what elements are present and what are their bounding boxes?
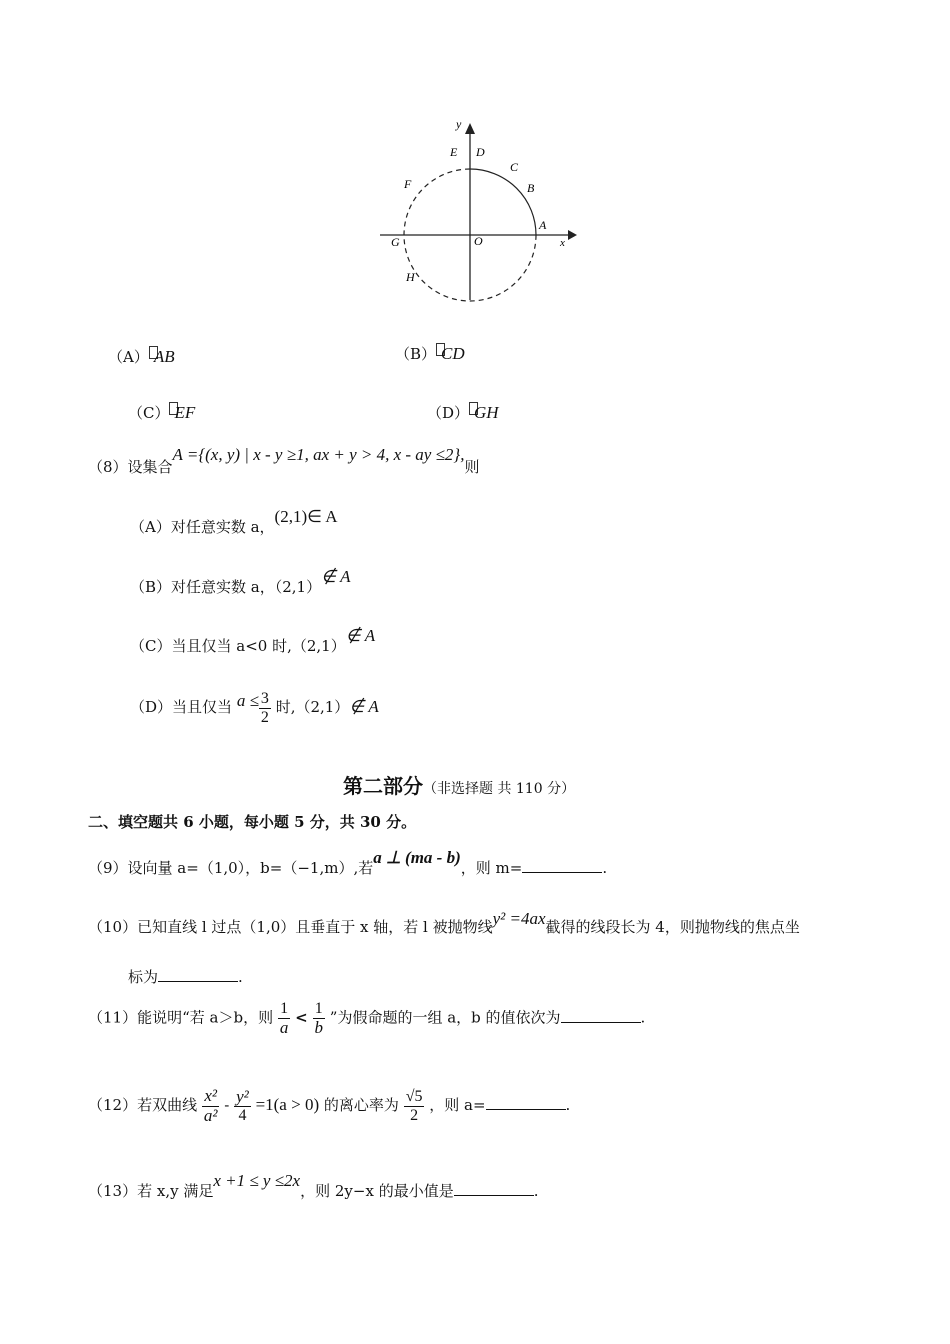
part2-heading: 第二部分（非选择题 共 110 分） (343, 774, 576, 798)
y-axis-arrow (465, 123, 475, 134)
q8-option-b: （B）对任意实数 a，（2,1）∉ A (130, 567, 351, 596)
point-a: A (539, 218, 547, 232)
q7-option-d: （D） GH (427, 403, 499, 422)
answer-blank (486, 1097, 566, 1110)
point-e: E (450, 145, 458, 159)
answer-blank (158, 969, 238, 982)
fraction: $\frac{1}{b}$ (314, 1000, 323, 1037)
point-c: C (510, 160, 519, 174)
point-b: B (527, 181, 535, 195)
x-label: x (560, 237, 565, 249)
x-axis-arrow (568, 230, 577, 240)
q13: （13）若 x,y 满足x +1 ≤ y ≤2x，则 2y−x 的最小值是 . (88, 1171, 539, 1200)
q12: （12）若双曲线 $\frac{\text{x²}}{\text{a²}}$ - $\frac{\text{y²}}{4}$ =1(a > 0) 的离心率为 $\frac{√5}{2}$ ，则 a= . (88, 1086, 571, 1125)
point-d: D (476, 145, 485, 159)
q10-line1: （10）已知直线 l 过点（1,0）且垂直于 x 轴，若 l 被抛物线y² =4ax截得的线段长为 4，则抛物线的焦点坐 (88, 909, 800, 936)
fraction: $\frac{\text{y²}}{4}$ (236, 1086, 249, 1125)
q7-option-a: （A） AB (108, 347, 175, 366)
q7-option-b: （B） CD (395, 344, 465, 363)
q9: （9）设向量 a=（1,0），b=（−1,m）,若a ⊥ (ma - b)，则 m= . (88, 848, 608, 877)
point-f: F (404, 177, 412, 191)
arc-solid (470, 169, 536, 235)
fraction: $\frac{1}{a}$ (279, 1000, 289, 1037)
q7-option-c: （C） EF (128, 403, 196, 422)
y-label: y (456, 118, 462, 131)
q8-option-c: （C）当且仅当 a<0 时,（2,1）∉ A (130, 626, 376, 655)
point-h: H (406, 270, 415, 284)
origin-label: O (474, 234, 483, 248)
section2-heading: 二、填空题共 6 小题，每小题 5 分，共 30 分。 (88, 813, 417, 831)
q8-option-d: （D）当且仅当 a ≤ $\frac{3}{2}$ 时,（2,1）∉ A (130, 690, 379, 726)
point-g: G (391, 235, 400, 249)
answer-blank (522, 860, 602, 873)
q8-stem: （8）设集合A ={(x, y) | x - y ≥1, ax + y > 4, x - ay ≤2},则 (88, 445, 480, 476)
circle-figure (370, 118, 580, 303)
fraction: $\frac{3}{2}$ (260, 690, 269, 726)
fraction: $\frac{√5}{2}$ (405, 1088, 423, 1124)
fraction: $\frac{\text{x²}}{\text{a²}}$ (203, 1086, 218, 1125)
answer-blank (454, 1183, 534, 1196)
q10-line2: 标为 . (128, 968, 243, 986)
answer-blank (561, 1010, 641, 1023)
q11: （11）能说明“若 a＞b，则 $\frac{1}{a}$ < $\frac{1}{b}$ ”为假命题的一组 a，b 的值依次为 . (88, 1000, 646, 1037)
q8-option-a: （A）对任意实数 a，(2,1)∈ A (130, 507, 338, 536)
